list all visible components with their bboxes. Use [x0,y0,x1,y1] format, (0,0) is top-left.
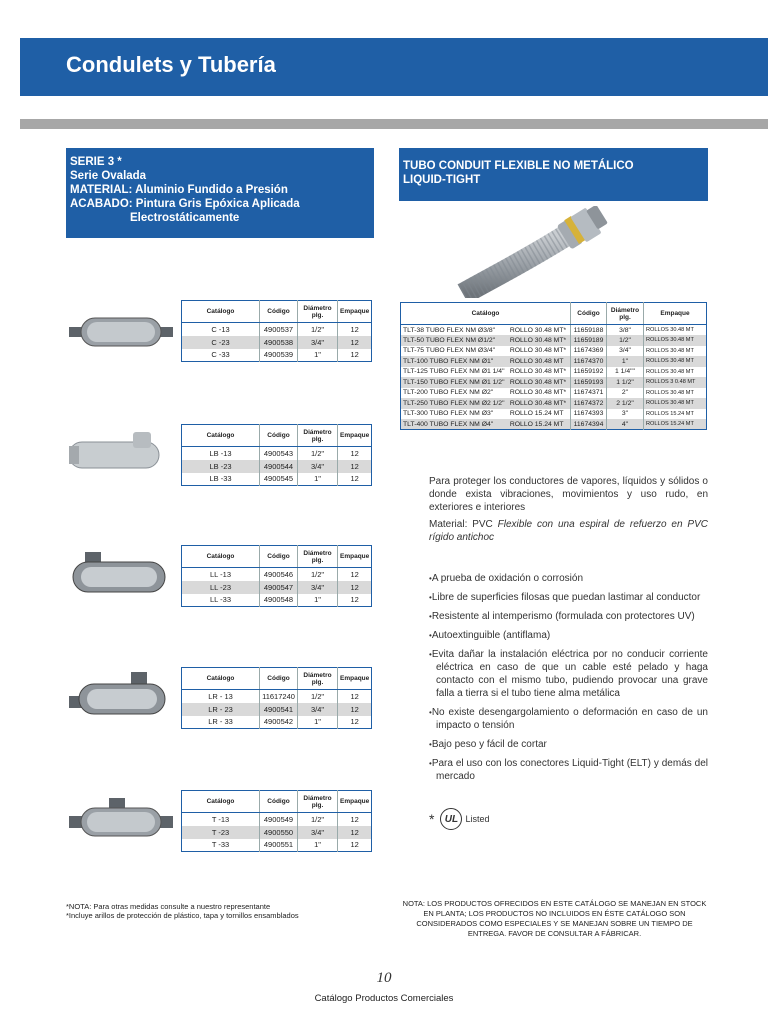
col-empaque: Empaque [338,425,372,447]
col-empaque: Empaque [338,546,372,568]
condulet-t-image [69,798,173,840]
table-row: T -23 4900550 3/4" 12 [182,826,372,839]
col-empaque: Empaque [338,791,372,813]
tlt-table [400,302,707,430]
features-list [429,572,708,789]
table-row: LR - 23 4900541 3/4" 12 [182,703,372,716]
table-row: TLT-125 TUBO FLEX NM Ø1 1/4" ROLLO 30.48 MT* 11659192 1 1/4"" ROLLOS 30.48 MT [401,367,707,378]
col-catalogo: Catálogo [182,425,260,447]
serie-line: ACABADO: Pintura Gris Epóxica Aplicada [70,198,300,210]
col-diametro: Diámetro plg. [298,425,338,447]
table-row: C -23 4900538 3/4" 12 [182,336,372,349]
description-intro: Para proteger los conductores de vapores, líquidos y sólidos o donde exista vibraciones, movimientos y uso rudo, en exteriores e interiores [429,476,708,513]
list-item: • A prueba de oxidación o corrosión [429,572,708,585]
header-banner [20,38,768,96]
table-row: T -33 4900551 1" 12 [182,839,372,852]
condulet-table-t [181,790,372,852]
list-item: • Para el uso con los conectores Liquid-Tight (ELT) y demás del mercado [429,757,708,783]
table-row: TLT-200 TUBO FLEX NM Ø2" ROLLO 30.48 MT* 11674371 2" ROLLOS 30.48 MT [401,388,707,399]
divider-bar [20,119,768,129]
tubo-title-line: TUBO CONDUIT FLEXIBLE NO METÁLICO [403,160,634,172]
table-row: LR - 33 4900542 1" 12 [182,716,372,729]
list-item: • Evita dañar la instalación eléctrica por no conducir corriente eléctrica en caso de que un cable esté pelado y haga contacto con el mismo tubo, pudiendo provocar una grave falla a tierra si el tubo tiene alma metálica [429,648,708,700]
col-codigo: Código [260,668,298,690]
list-item: • Libre de superficies filosas que puedan lastimar al conductor [429,591,708,604]
table-header-row [182,425,372,447]
table-row: C -13 4900537 1/2" 12 [182,323,372,336]
ul-logo-icon: UL [440,808,462,830]
list-item: • Autoextinguible (antiflama) [429,629,708,642]
description-material: Material: PVC Flexible con una espiral de refuerzo en PVC rígido antichoc [429,519,708,543]
condulet-lb-image [69,432,173,476]
tubo-title-line: LIQUID-TIGHT [403,174,481,186]
page-title: Condulets y Tubería [66,52,276,77]
list-item: • No existe desengargolamiento o deformación en caso de un impacto o tensión [429,706,708,732]
ul-listed-mark [429,806,489,832]
table-row: TLT-50 TUBO FLEX NM Ø1/2" ROLLO 30.48 MT* 11659189 1/2" ROLLOS 30.48 MT [401,335,707,346]
col-catalogo: Catálogo [401,303,571,325]
col-catalogo: Catálogo [182,301,260,323]
col-diametro: Diámetro plg. [298,301,338,323]
table-row: TLT-38 TUBO FLEX NM Ø3/8" ROLLO 30.48 MT* 11659188 3/8" ROLLOS 30.48 MT [401,325,707,336]
col-codigo: Código [260,425,298,447]
serie-line: Serie Ovalada [70,170,147,182]
table-row: TLT-250 TUBO FLEX NM Ø2 1/2" ROLLO 30.48 MT* 11674372 2 1/2" ROLLOS 30.48 MT [401,398,707,409]
col-empaque: Empaque [644,303,707,325]
serie-line: SERIE 3 * [70,156,122,168]
serie-line: Electrostáticamente [130,212,240,224]
table-row: TLT-400 TUBO FLEX NM Ø4" ROLLO 15.24 MT 11674394 4" ROLLOS 15.24 MT [401,419,707,430]
table-row: LL -23 4900547 3/4" 12 [182,581,372,594]
col-codigo: Código [260,301,298,323]
table-row: LB -23 4900544 3/4" 12 [182,460,372,473]
col-catalogo: Catálogo [182,791,260,813]
col-empaque: Empaque [338,301,372,323]
table-row: T -13 4900549 1/2" 12 [182,813,372,826]
table-header-row [182,546,372,568]
table-row: LL -13 4900546 1/2" 12 [182,568,372,581]
table-row: LL -33 4900548 1" 12 [182,594,372,607]
list-item: • Bajo peso y fácil de cortar [429,738,708,751]
tubo-title-box [399,148,708,201]
footer-text: Catálogo Productos Comerciales [314,993,454,1004]
table-row: LR - 13 11617240 1/2" 12 [182,690,372,703]
list-item: • Resistente al intemperismo (formulada con protectores UV) [429,610,708,623]
table-row: TLT-150 TUBO FLEX NM Ø1 1/2" ROLLO 30.48 MT* 11659193 1 1/2" ROLLOS 3 0.48 MT [401,377,707,388]
table-row: LB -13 4900543 1/2" 12 [182,447,372,460]
condulet-table-c [181,300,372,362]
col-diametro: Diámetro plg. [298,791,338,813]
table-row: C -33 4900539 1" 12 [182,349,372,362]
table-header-row [182,791,372,813]
condulet-table-lb [181,424,372,486]
condulet-ll-image [69,552,173,600]
asterisk: * [429,811,435,827]
serie-line: MATERIAL: Aluminio Fundido a Presión [70,184,288,196]
table-row: LB -33 4900545 1" 12 [182,473,372,486]
col-catalogo: Catálogo [182,546,260,568]
table-row: TLT-75 TUBO FLEX NM Ø3/4" ROLLO 30.48 MT* 11674369 3/4" ROLLOS 30.48 MT [401,346,707,357]
note-left: *NOTA: Para otras medidas consulte a nuestro representante *Incluye arillos de protección de plástico, tapa y tornillos ensamblados [66,902,299,920]
table-row: TLT-300 TUBO FLEX NM Ø3" ROLLO 15.24 MT 11674393 3" ROLLOS 15.24 MT [401,409,707,420]
table-row: TLT-100 TUBO FLEX NM Ø1" ROLLO 30.48 MT 11674370 1" ROLLOS 30.48 MT [401,356,707,367]
col-codigo: Código [571,303,607,325]
col-diametro: Diámetro plg. [298,546,338,568]
table-header-row [182,668,372,690]
condulet-lr-image [69,672,173,720]
serie-info-box [66,148,374,238]
col-catalogo: Catálogo [182,668,260,690]
col-diametro: Diámetro plg. [607,303,644,325]
table-header-row [182,301,372,323]
col-codigo: Código [260,546,298,568]
col-empaque: Empaque [338,668,372,690]
listed-label: Listed [465,814,490,824]
note-right: NOTA: LOS PRODUCTOS OFRECIDOS EN ESTE CATÁLOGO SE MANEJAN EN STOCK EN PLANTA; LOS PRODUCTOS NO INCLUIDOS EN ÉSTE CATÁLOGO SON CONSIDERADOS COMO ESPECIALES Y SE MANEJAN SOBRE UN TIEMPO DE ENTREGA. FAVOR DE CONSULTAR A FÁBRICAR. [402,899,707,938]
condulet-table-ll [181,545,372,607]
condulet-c-image [69,312,173,352]
condulet-table-lr [181,667,372,729]
table-header-row [401,303,707,325]
page-number: 10 [376,970,392,986]
col-codigo: Código [260,791,298,813]
col-diametro: Diámetro plg. [298,668,338,690]
flexible-conduit-image [455,206,615,298]
